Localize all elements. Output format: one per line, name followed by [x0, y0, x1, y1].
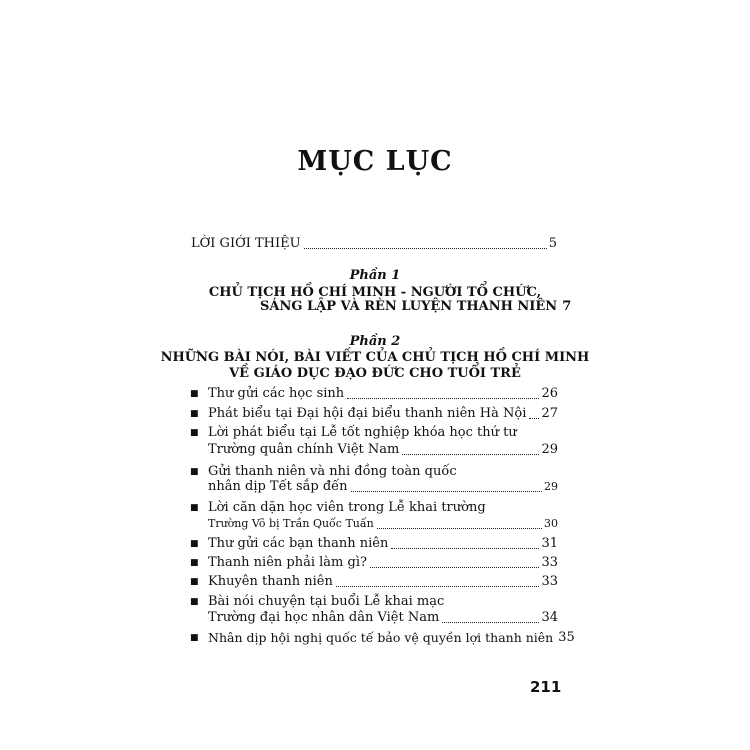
bullet-icon: ■ [190, 503, 199, 513]
dot-leader [370, 566, 540, 568]
toc-item-text: Trường Võ bị Trần Quốc Tuấn [208, 517, 374, 530]
toc-entry-intro [191, 236, 557, 252]
part-2-title-line2: VỀ GIÁO DỤC ĐẠO ĐỨC CHO TUỔI TRẺ [229, 366, 521, 381]
toc-page-number: 29 [544, 480, 558, 493]
part-2-label: Phần 2 [349, 334, 401, 349]
toc-page-number: 7 [562, 299, 572, 314]
page-number: 211 [530, 678, 562, 696]
dot-leader [304, 247, 547, 249]
toc-item-text: Trường đại học nhân dân Việt Nam [208, 610, 440, 625]
page-title: MỤC LỤC [297, 146, 453, 177]
toc-page-number: 31 [541, 536, 558, 551]
bullet-icon: ■ [190, 389, 199, 399]
toc-page-number: 26 [541, 386, 558, 401]
toc-page-number: 5 [548, 236, 557, 251]
toc-entry-label: LỜI GIỚI THIỆU [191, 236, 301, 251]
toc-item-text: nhân dịp Tết sắp đến [208, 479, 348, 494]
part-1-title-line1: CHỦ TỊCH HỒ CHÍ MINH - NGƯỜI TỔ CHỨC, [208, 285, 542, 300]
toc-item-text: Thanh niên phải làm gì? [208, 555, 367, 570]
toc-item [208, 386, 558, 402]
toc-page-number: 33 [541, 574, 558, 589]
toc-item-text: Phát biểu tại Đại hội đại biểu thanh niên Hà Nội [208, 406, 527, 421]
toc-item-text-line1: Lời căn dặn học viên trong Lễ khai trường [208, 500, 486, 515]
bullet-icon: ■ [190, 409, 199, 419]
toc-item [208, 610, 558, 626]
toc-item-text-line1: Bài nói chuyện tại buổi Lễ khai mạc [208, 594, 445, 609]
toc-page-number: 34 [541, 610, 558, 625]
bullet-icon: ■ [190, 577, 199, 587]
toc-item-text: Nhân dịp hội nghị quốc tế bảo vệ quyền lợi thanh niên [208, 630, 554, 645]
toc-item-text-line1: Lời phát biểu tại Lễ tốt nghiệp khóa học thứ tư [208, 425, 517, 440]
toc-page-number: 29 [541, 442, 558, 457]
dot-leader [347, 397, 539, 399]
toc-item-text: Trường quân chính Việt Nam [208, 442, 400, 457]
toc-page-number: 27 [541, 406, 558, 421]
bullet-icon: ■ [190, 539, 199, 549]
dot-leader [529, 417, 539, 419]
dot-leader [442, 621, 539, 623]
bullet-icon: ■ [190, 467, 199, 477]
dot-leader [377, 527, 542, 529]
dot-leader [391, 547, 539, 549]
toc-item [208, 536, 558, 552]
toc-item-text: Khuyên thanh niên [208, 574, 333, 589]
dot-leader [402, 453, 539, 455]
part-2-title-line1: NHỮNG BÀI NÓI, BÀI VIẾT CỦA CHỦ TỊCH HỒ CHÍ MINH [160, 350, 590, 365]
toc-item [208, 555, 558, 571]
dot-leader [336, 585, 540, 587]
dot-leader [351, 490, 542, 492]
toc-page-number: 30 [544, 517, 558, 530]
toc-item [208, 516, 558, 532]
bullet-icon: ■ [190, 633, 199, 643]
toc-item [208, 574, 558, 590]
toc-page-number: 33 [541, 555, 558, 570]
toc-item [208, 406, 558, 422]
toc-item [208, 442, 558, 458]
toc-item-text: Thư gửi các học sinh [208, 386, 345, 401]
toc-item [208, 479, 558, 495]
bullet-icon: ■ [190, 558, 199, 568]
bullet-icon: ■ [190, 428, 199, 438]
toc-page-number: 35 [558, 630, 575, 645]
part-1-label: Phần 1 [349, 268, 401, 283]
toc-item-text: Thư gửi các bạn thanh niên [208, 536, 389, 551]
part-1-title-line2: SÁNG LẬP VÀ RÈN LUYỆN THANH NIÊN [260, 299, 558, 314]
toc-item-text-line1: Gửi thanh niên và nhi đồng toàn quốc [208, 464, 457, 479]
toc-item [208, 630, 575, 646]
toc-entry-part-1 [260, 299, 572, 315]
bullet-icon: ■ [190, 597, 199, 607]
